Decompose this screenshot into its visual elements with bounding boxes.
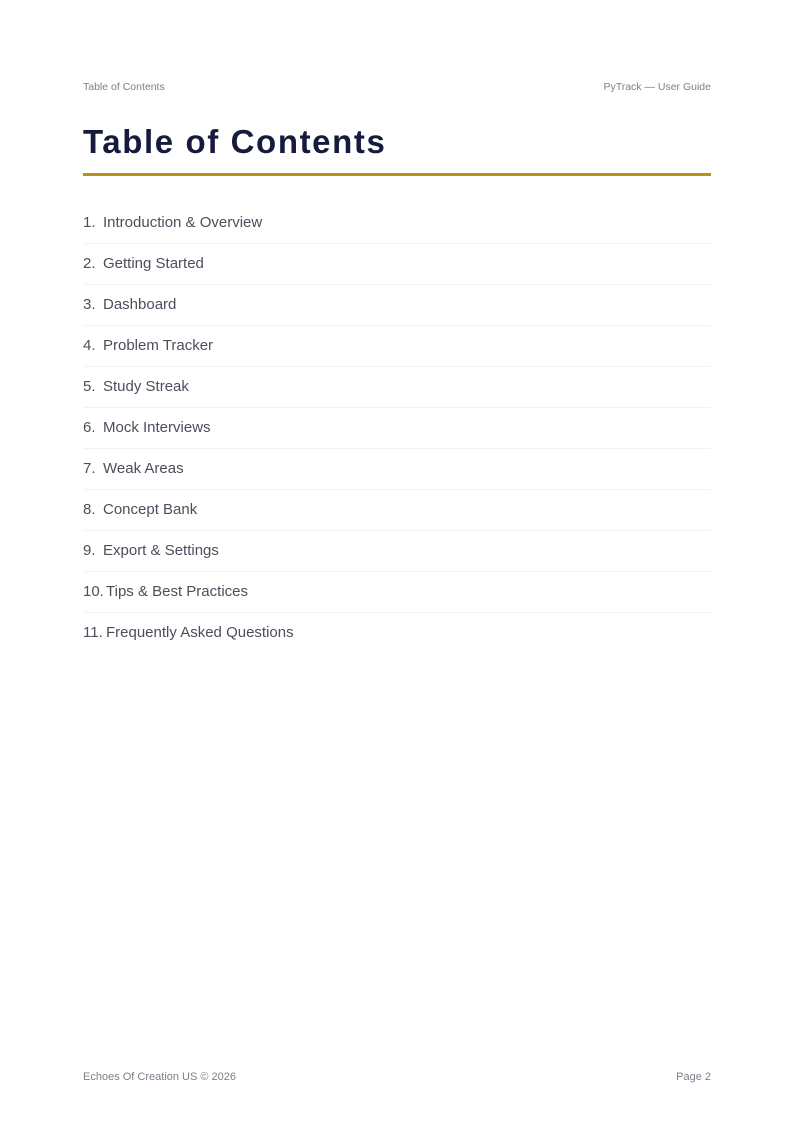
toc-entry-number: 6. [83, 419, 96, 436]
toc-entry-problem-tracker[interactable] [83, 326, 711, 367]
toc-entry-mock-interviews[interactable] [83, 408, 711, 449]
toc-entry-dashboard[interactable] [83, 285, 711, 326]
toc-entry-number: 5. [83, 378, 96, 395]
toc-entry-label: Frequently Asked Questions [106, 624, 294, 641]
toc-entry-label: Concept Bank [103, 501, 198, 518]
toc-entry-label: Mock Interviews [103, 419, 211, 436]
title-underline-rule [83, 173, 711, 176]
toc-entry-label: Weak Areas [103, 460, 184, 477]
toc-list [83, 203, 711, 653]
toc-entry-label: Problem Tracker [103, 337, 214, 354]
toc-entry-number: 7. [83, 460, 96, 477]
toc-entry-label: Export & Settings [103, 542, 219, 559]
running-footer [83, 1071, 711, 1085]
toc-entry-number: 2. [83, 255, 96, 272]
toc-entry-number: 3. [83, 296, 96, 313]
running-header [83, 81, 711, 95]
toc-entry-label: Getting Started [103, 255, 204, 272]
toc-entry-label: Introduction & Overview [103, 214, 263, 231]
toc-entry-faq[interactable] [83, 613, 711, 653]
toc-entry-export-settings[interactable] [83, 531, 711, 572]
toc-entry-label: Tips & Best Practices [106, 583, 248, 600]
toc-entry-number: 1. [83, 214, 96, 231]
toc-entry-weak-areas[interactable] [83, 449, 711, 490]
toc-entry-getting-started[interactable] [83, 244, 711, 285]
footer-page-number: Page 2 [676, 1071, 711, 1083]
footer-copyright: Echoes Of Creation US © 2026 [83, 1071, 237, 1083]
header-document-title: PyTrack — User Guide [603, 81, 711, 93]
toc-entry-label: Study Streak [103, 378, 189, 395]
toc-entry-tips-best-practices[interactable] [83, 572, 711, 613]
toc-entry-concept-bank[interactable] [83, 490, 711, 531]
toc-entry-number: 11. [83, 624, 103, 641]
page-title: Table of Contents [83, 123, 387, 160]
toc-entry-number: 10. [83, 583, 104, 600]
toc-entry-study-streak[interactable] [83, 367, 711, 408]
header-section-label: Table of Contents [83, 81, 165, 93]
toc-entry-label: Dashboard [103, 296, 177, 313]
toc-entry-number: 8. [83, 501, 96, 518]
toc-entry-number: 4. [83, 337, 96, 354]
toc-entry-introduction[interactable] [83, 203, 711, 244]
toc-entry-number: 9. [83, 542, 96, 559]
